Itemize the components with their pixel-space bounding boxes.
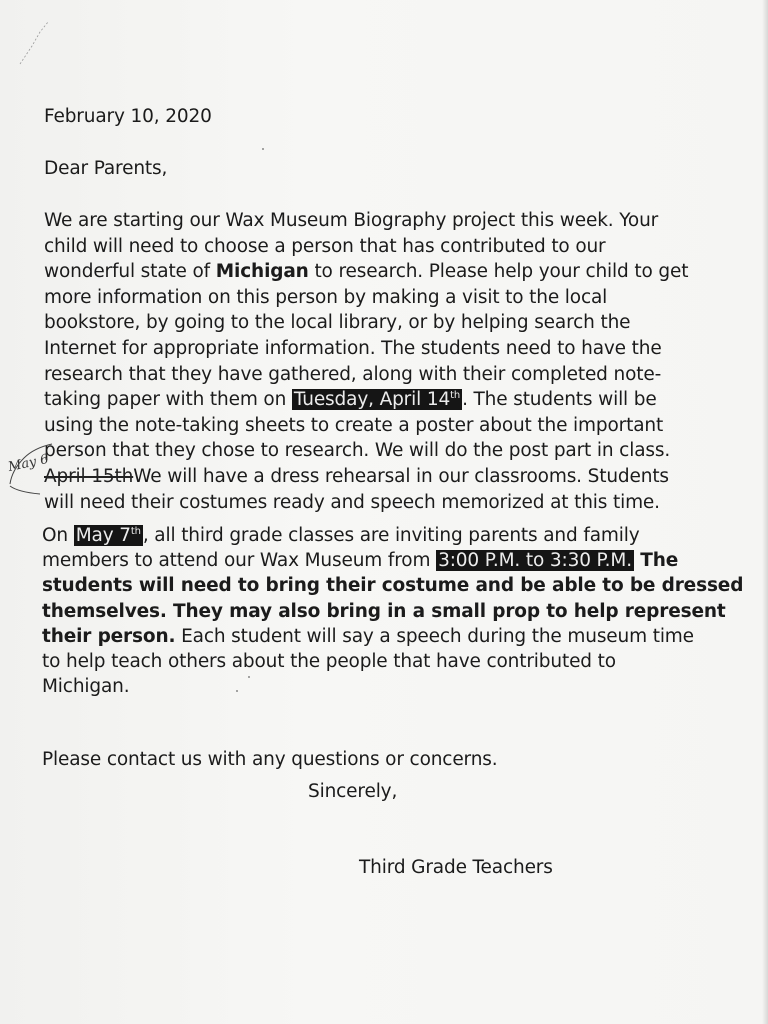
text-line: bookstore, by going to the local library, or by helping search the (44, 312, 631, 334)
handwritten-arrow-mark (4, 440, 56, 500)
letter-signoff: Sincerely, (308, 781, 398, 802)
text-line (44, 464, 724, 490)
letter-salutation: Dear Parents, (44, 158, 168, 179)
text-segment: taking paper with them on (44, 389, 292, 411)
text-line: will need their costumes ready and speech memorized at this time. (44, 491, 660, 513)
paragraph-contact: Please contact us with any questions or concerns. (42, 748, 498, 770)
handwritten-correction: May 6 (6, 451, 50, 476)
letter-date: February 10, 2020 (44, 106, 212, 127)
paragraph-project-intro (44, 208, 724, 515)
text-segment: , all third grade classes are inviting parents and family (142, 525, 640, 546)
highlighted-time: 3:00 P.M. to 3:30 P.M. (438, 550, 632, 572)
scan-speck (262, 148, 264, 150)
text-line: We are starting our Wax Museum Biography project this week. Your (44, 210, 659, 231)
bold-text: their person. (42, 625, 176, 647)
text-line: person that they chose to research. We will do the post part in class. (44, 440, 671, 462)
text-line: using the note-taking sheets to create a poster about the important (44, 414, 664, 436)
text-line (44, 387, 724, 413)
text-line (42, 548, 722, 573)
text-segment: members to attend our Wax Museum from (42, 550, 437, 572)
text-line: students will need to bring their costume and be able to be dressed (42, 575, 744, 597)
highlighted-date (292, 389, 462, 410)
text-segment: We will have a dress rehearsal in our classrooms. Students (133, 465, 669, 487)
highlight-text: May 7 (75, 525, 131, 546)
highlighted-date (74, 525, 143, 546)
ordinal-suffix: th (450, 390, 461, 401)
letter-signature: Third Grade Teachers (359, 857, 553, 878)
text-segment: Each student will say a speech during the museum time (175, 625, 694, 647)
bold-text: The (633, 550, 679, 572)
text-line: more information on this person by making a visit to the local (44, 286, 608, 308)
ordinal-suffix: th (130, 525, 141, 537)
text-line: research that they have gathered, along with their completed note- (44, 363, 662, 385)
text-line (44, 259, 724, 285)
text-line (42, 624, 722, 649)
highlight-text: Tuesday, April 14 (293, 389, 451, 411)
text-segment: wonderful state of (44, 261, 216, 283)
text-segment: . The students will be (462, 389, 657, 411)
text-line: themselves. They may also bring in a small prop to help represent (42, 600, 726, 622)
text-line: Internet for appropriate information. The students need to have the (44, 337, 662, 359)
struck-out-date: April 15th (44, 465, 134, 487)
text-line: Michigan. (42, 676, 130, 698)
text-line: child will need to choose a person that has contributed to our (44, 235, 606, 257)
pen-scribble-mark (18, 18, 58, 68)
page-edge-shadow (762, 0, 768, 1024)
text-line: to help teach others about the people that have contributed to (42, 651, 616, 673)
bold-text: Michigan (215, 261, 309, 283)
paragraph-museum-event (42, 523, 744, 699)
text-segment: On (42, 525, 74, 546)
text-segment: to research. Please help your child to get (308, 261, 689, 283)
text-line (42, 523, 722, 548)
